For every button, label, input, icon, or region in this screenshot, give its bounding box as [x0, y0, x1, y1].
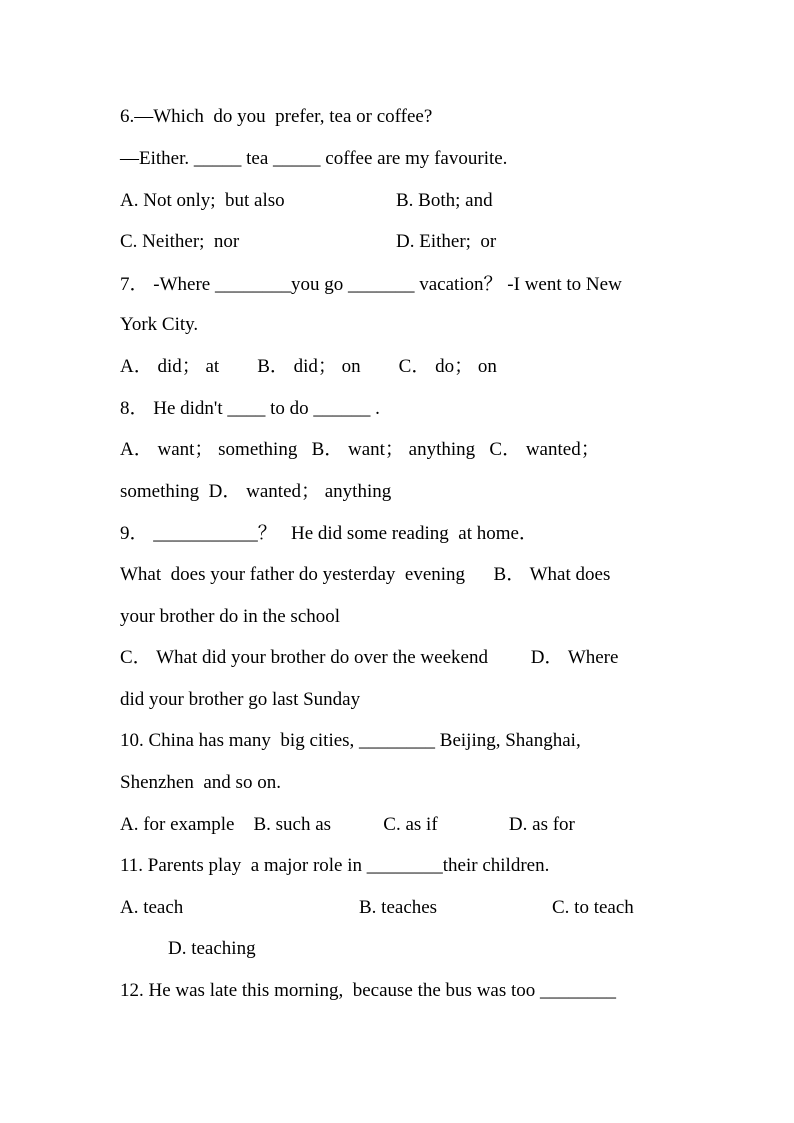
q11-option-d: D. teaching: [168, 938, 256, 959]
q9-options-line3: C． What did your brother do over the weekend D． Where: [120, 647, 619, 668]
q10-options: A. for example B. such as C. as if D. as for: [120, 814, 575, 835]
q8-options-line2: something D． wanted； anything: [120, 481, 392, 502]
q6-option-c: C. Neither; nor: [120, 231, 240, 252]
q7-stem-line1: 7． -Where ________you go _______ vacation？ -I went to New: [120, 274, 622, 295]
q6-option-d: D. Either; or: [396, 231, 497, 252]
q11-stem: 11. Parents play a major role in ________their children.: [120, 855, 550, 876]
q11-option-c: C. to teach: [552, 897, 634, 918]
q11-option-b: B. teaches: [359, 897, 438, 918]
q6-option-a: A. Not only; but also: [120, 190, 285, 211]
q6-reply: —Either. _____ tea _____ coffee are my favourite.: [120, 148, 508, 169]
q9-stem: 9． ___________？ He did some reading at home．: [120, 523, 538, 544]
q8-stem: 8． He didn't ____ to do ______ .: [120, 398, 380, 419]
q6-option-b: B. Both; and: [396, 190, 493, 211]
q9-options-line1: What does your father do yesterday evening B． What does: [120, 564, 611, 585]
q10-stem-line1: 10. China has many big cities, ________ Beijing, Shanghai,: [120, 730, 581, 751]
q7-options: A． did； at B． did； on C． do； on: [120, 356, 497, 377]
q9-options-line4: did your brother go last Sunday: [120, 689, 361, 710]
q9-options-line2: your brother do in the school: [120, 606, 341, 627]
q11-option-a: A. teach: [120, 897, 184, 918]
q12-stem: 12. He was late this morning, because the bus was too ________: [120, 980, 617, 1001]
q8-options-line1: A． want； something B． want； anything C． wanted；: [120, 439, 600, 460]
q7-stem-line2: York City.: [120, 314, 199, 335]
q6-stem: 6.—Which do you prefer, tea or coffee?: [120, 106, 433, 127]
q10-stem-line2: Shenzhen and so on.: [120, 772, 281, 793]
